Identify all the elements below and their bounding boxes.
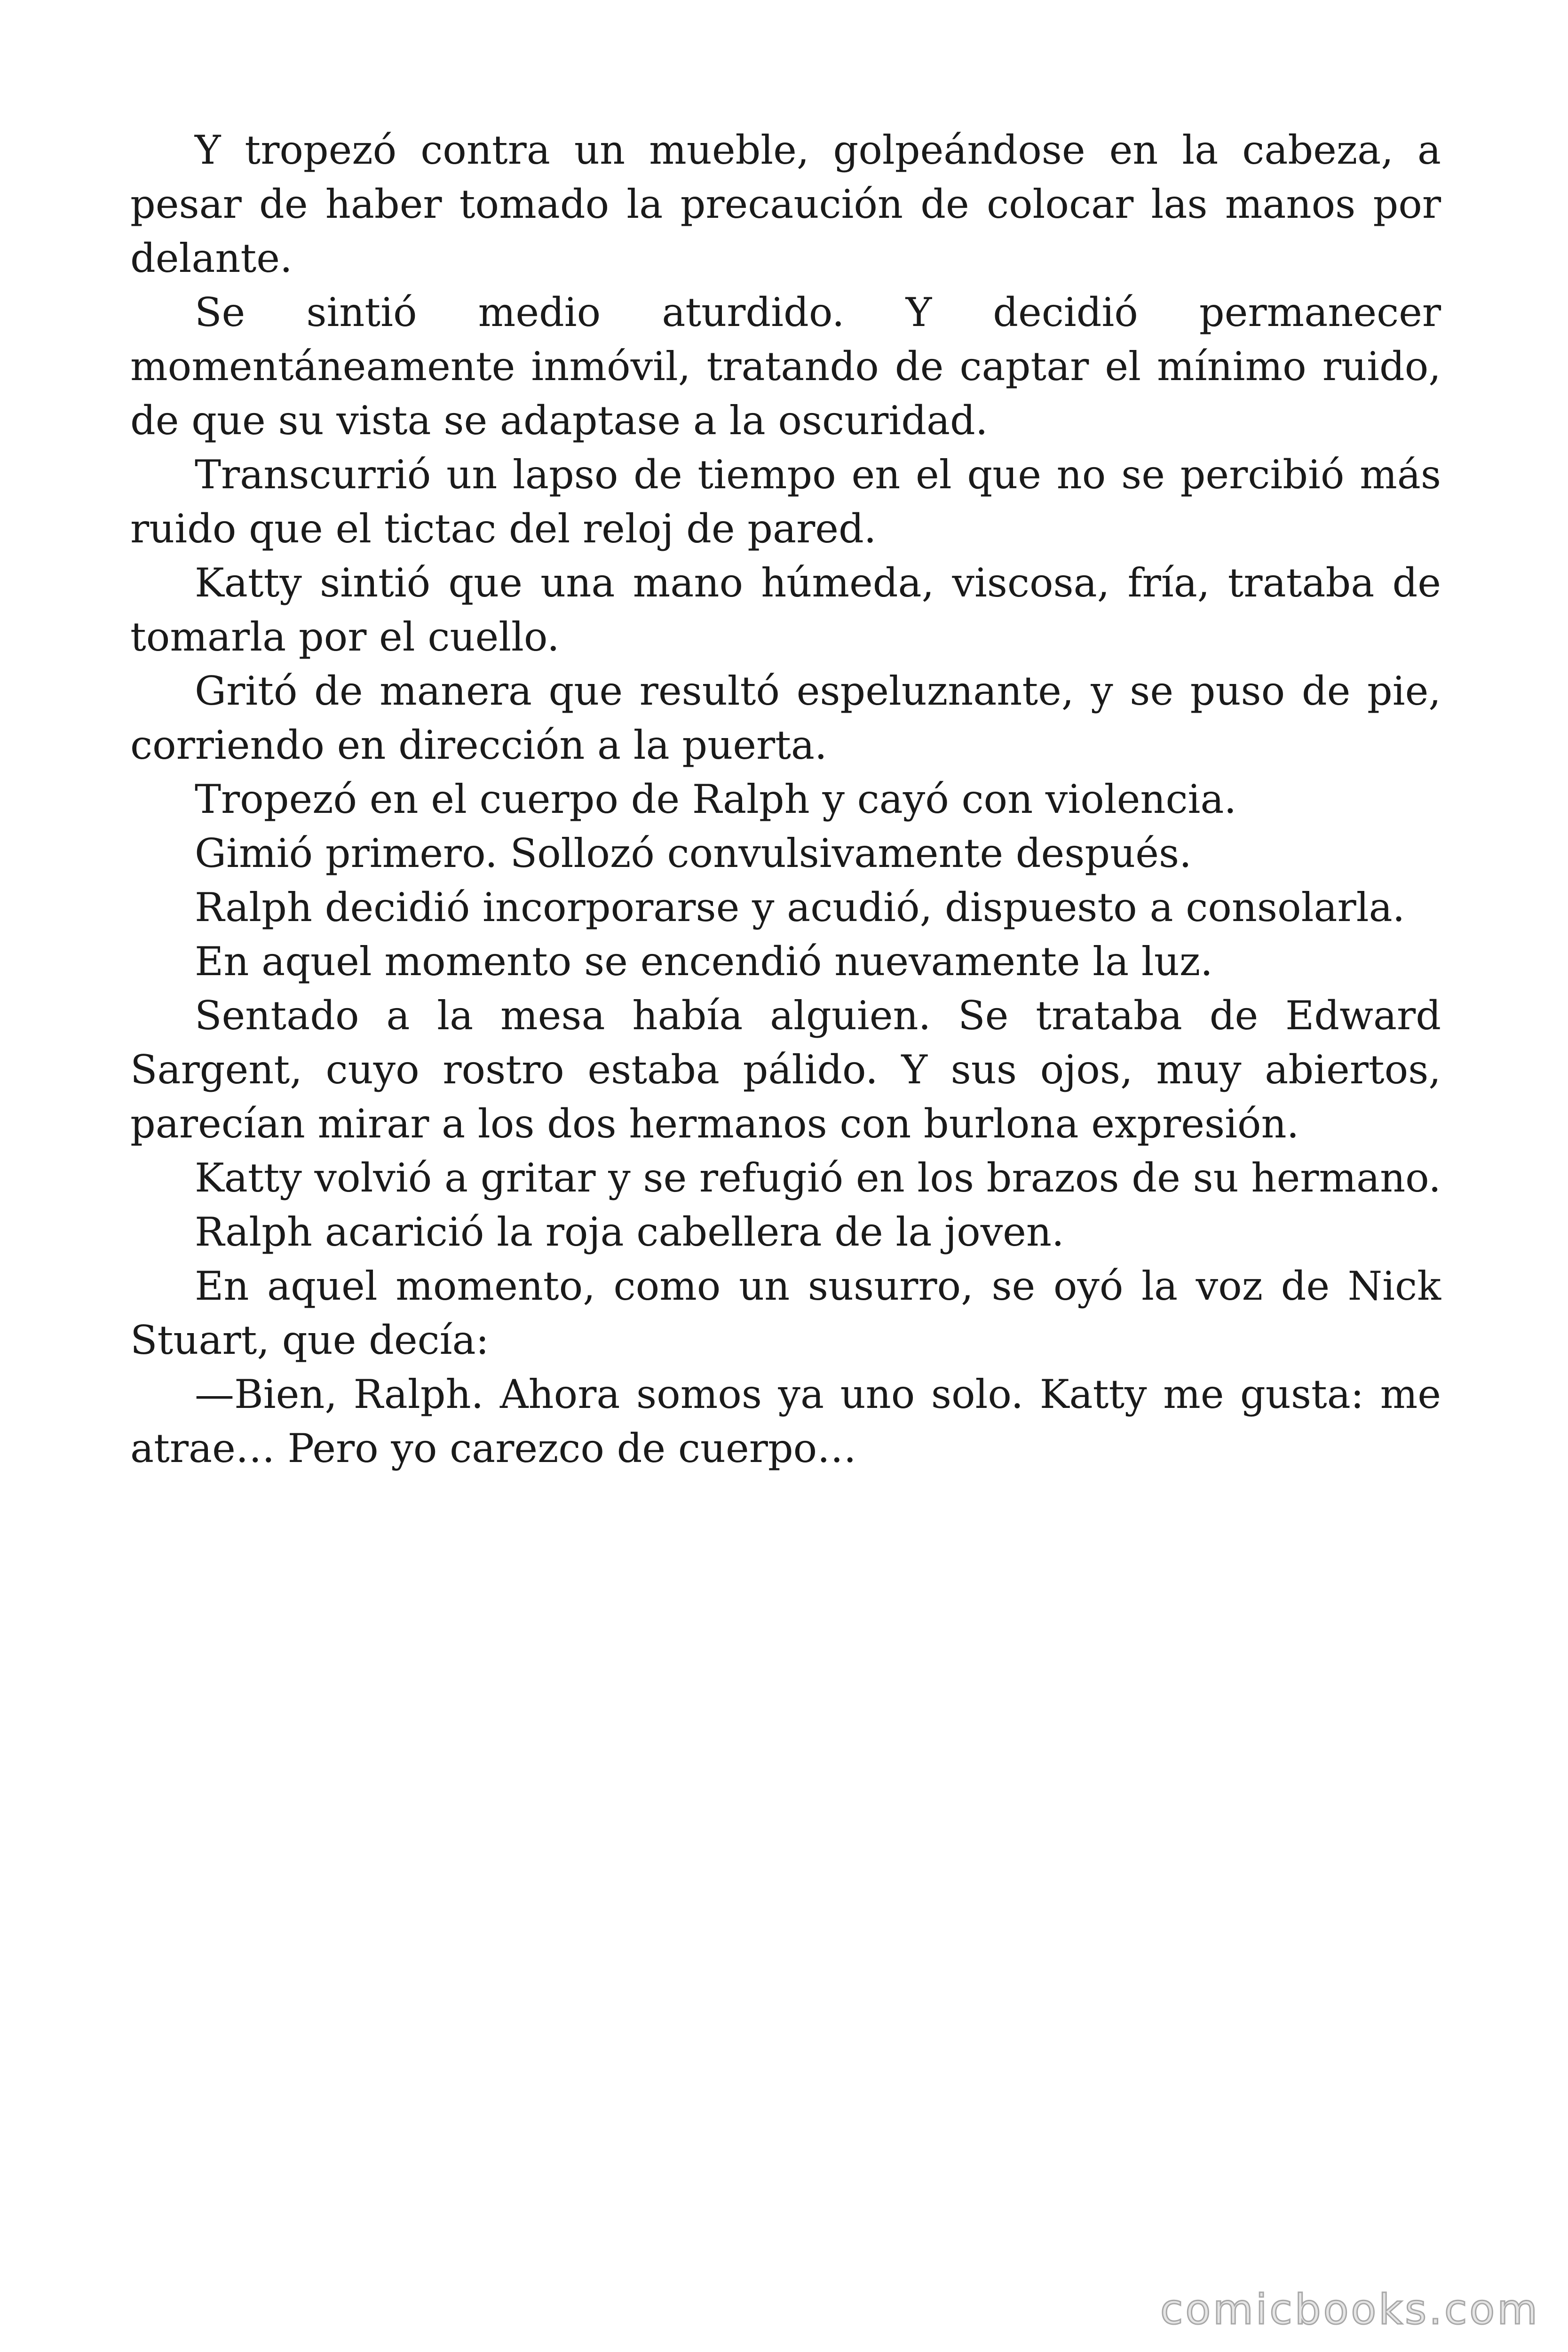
paragraph: Gritó de manera que resultó espeluznante, y se puso de pie, corriendo en dirección a la puerta. [130,668,1441,768]
paragraph: Gimió primero. Sollozó convulsivamente después. [195,830,1192,876]
paragraph: En aquel momento se encendió nuevamente la luz. [195,938,1213,985]
paragraph: Sentado a la mesa había alguien. Se trataba de Edward Sargent, cuyo rostro estaba pálido. Y sus ojos, muy abiertos, parecían mirar a los dos hermanos con burlona expresión. [130,993,1441,1147]
paragraph: Transcurrió un lapso de tiempo en el que no se percibió más ruido que el tictac del reloj de pared. [130,452,1441,552]
paragraph: Se sintió medio aturdido. Y decidió permanecer momentáneamente inmóvil, tratando de captar el mínimo ruido, de que su vista se adaptase a la oscuridad. [130,289,1441,444]
paragraph: Y tropezó contra un mueble, golpeándose en la cabeza, a pesar de haber tomado la precaución de colocar las manos por delante. [130,127,1441,281]
paragraph: Katty volvió a gritar y se refugió en los brazos de su hermano. [195,1155,1441,1201]
page-text [130,123,1441,1476]
paragraph: Tropezó en el cuerpo de Ralph y cayó con violencia. [195,776,1237,822]
paragraph: —Bien, Ralph. Ahora somos ya uno solo. Katty me gusta: me atrae… Pero yo carezco de cuerpo… [130,1371,1441,1471]
paragraph: Ralph decidió incorporarse y acudió, dispuesto a consolarla. [195,884,1405,930]
watermark: comicbooks.com [1160,2285,1540,2334]
paragraph: Katty sintió que una mano húmeda, viscosa, fría, trataba de tomarla por el cuello. [130,560,1441,660]
paragraph: En aquel momento, como un susurro, se oyó la voz de Nick Stuart, que decía: [130,1263,1441,1363]
paragraph: Ralph acarició la roja cabellera de la joven. [195,1209,1064,1255]
